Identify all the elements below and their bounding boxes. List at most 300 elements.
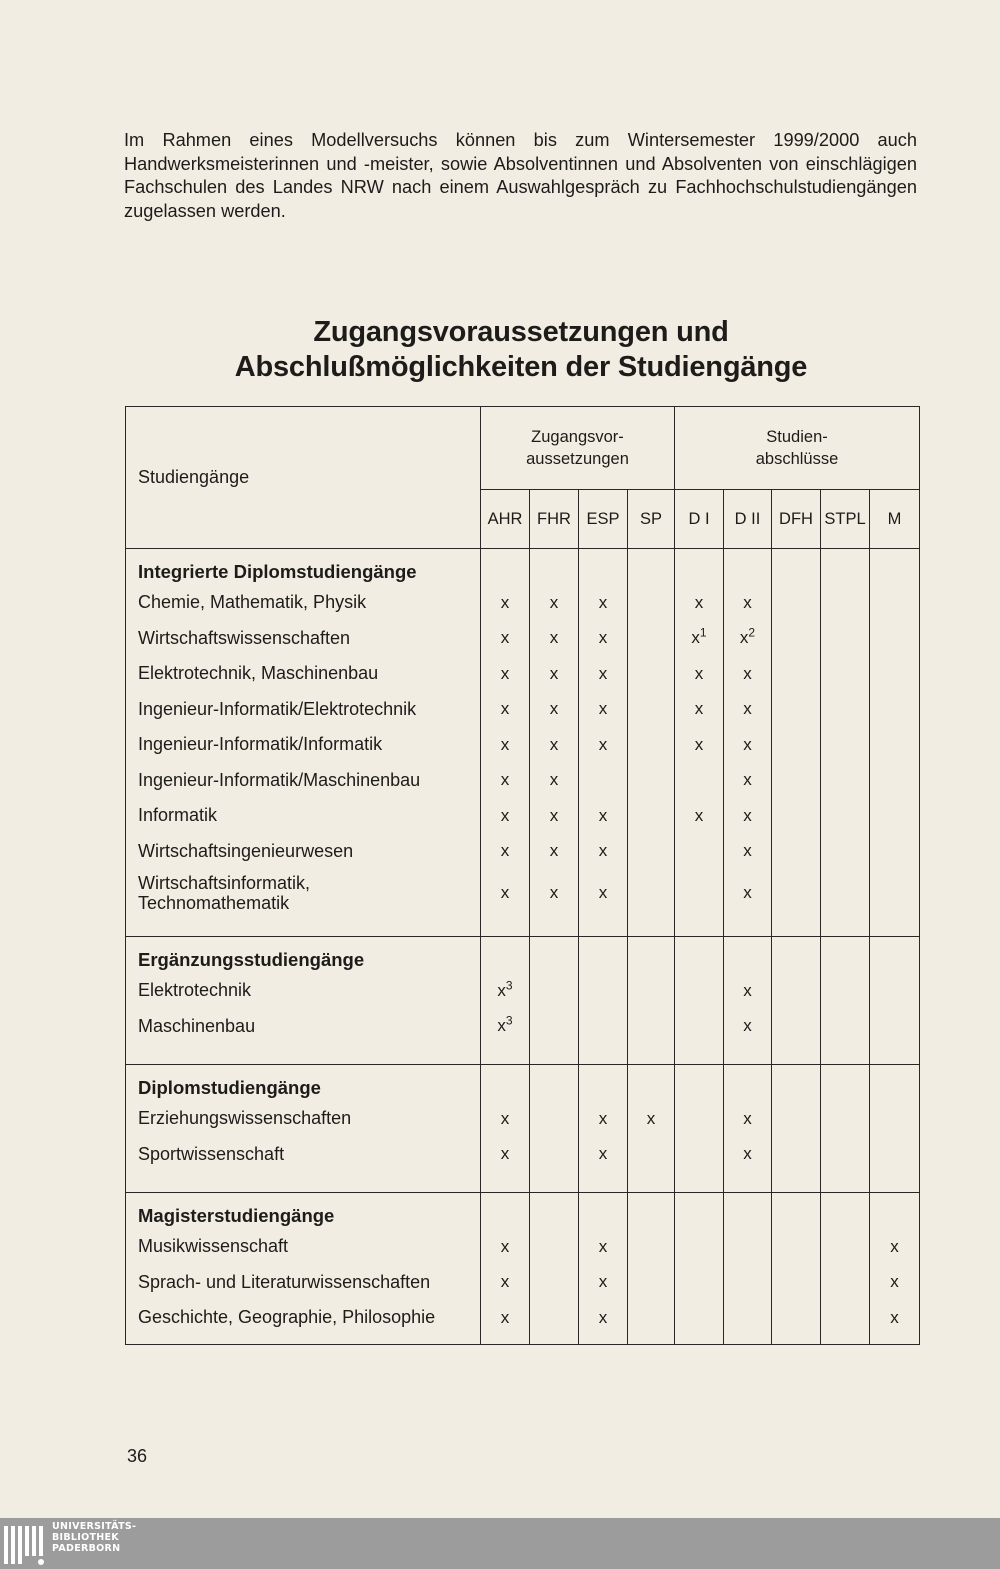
empty-cell (870, 1336, 920, 1345)
empty-cell (724, 1193, 772, 1230)
table-row (126, 1265, 920, 1301)
mark-x: x (743, 841, 752, 861)
empty-cell (870, 692, 920, 728)
study-programs-table (125, 406, 920, 1345)
program-label-line: Erziehungswissenschaften (138, 1108, 352, 1129)
mark-x: x (500, 1307, 510, 1327)
empty-cell (675, 1065, 724, 1102)
empty-cell (628, 692, 675, 728)
empty-cell (821, 916, 870, 937)
program-label (126, 621, 481, 657)
empty-cell (772, 798, 821, 834)
empty-cell (724, 549, 772, 586)
program-label-line: Ingenieur-Informatik/Elektrotechnik (138, 698, 417, 719)
empty-cell (870, 763, 920, 799)
mark-cell (530, 692, 579, 728)
mark-cell (530, 869, 579, 916)
logo-line-2: BIBLIOTHEK (52, 1532, 119, 1543)
mark-cell (675, 798, 724, 834)
mark-cell (481, 973, 530, 1009)
mark-cell (530, 727, 579, 763)
mark-cell (481, 1009, 530, 1045)
column-header: FHR (530, 490, 579, 549)
empty-cell (628, 727, 675, 763)
mark-x: x (500, 1144, 510, 1164)
mark-cell (579, 692, 628, 728)
empty-cell (579, 763, 628, 799)
program-label-line: Wirtschaftswissenschaften (138, 627, 351, 648)
empty-cell (675, 1101, 724, 1137)
empty-cell (579, 1044, 628, 1065)
empty-cell (821, 798, 870, 834)
empty-cell (530, 1193, 579, 1230)
empty-cell (628, 798, 675, 834)
empty-cell (870, 869, 920, 916)
empty-cell (579, 1065, 628, 1102)
mark-cell (724, 798, 772, 834)
table-row (126, 1229, 920, 1265)
empty-cell (772, 1336, 821, 1345)
empty-cell (481, 1193, 530, 1230)
mark-cell (530, 763, 579, 799)
empty-cell (772, 549, 821, 586)
mark-cell (481, 1101, 530, 1137)
empty-cell (821, 869, 870, 916)
mark-x: x (500, 882, 510, 902)
table-row (126, 621, 920, 657)
mark-x: x (549, 592, 559, 612)
mark-cell (579, 621, 628, 657)
mark-x: x (598, 628, 608, 648)
mark-x: x (598, 1272, 608, 1292)
program-label (126, 656, 481, 692)
table-row (126, 763, 920, 799)
empty-cell (481, 1336, 530, 1345)
mark-cell (724, 692, 772, 728)
title-line-2: Abschlußmöglichkeiten der Studiengänge (234, 351, 808, 383)
empty-cell (821, 621, 870, 657)
mark-x: x (598, 805, 608, 825)
mark-cell (530, 621, 579, 657)
empty-cell (772, 763, 821, 799)
empty-cell (772, 1137, 821, 1173)
mark-x: x (743, 1016, 752, 1036)
empty-cell (675, 1137, 724, 1173)
table-row (126, 973, 920, 1009)
mark-x: x (598, 882, 608, 902)
empty-cell (628, 1229, 675, 1265)
mark-x: x (549, 841, 559, 861)
column-header: SP (628, 490, 675, 549)
empty-cell (579, 1172, 628, 1193)
empty-cell (628, 656, 675, 692)
column-header: M (870, 490, 920, 549)
empty-cell (772, 1172, 821, 1193)
empty-cell (772, 1009, 821, 1045)
footnote-marker: 1 (699, 625, 707, 640)
empty-cell (530, 1265, 579, 1301)
mark-x: x (549, 882, 559, 902)
table-row (126, 727, 920, 763)
mark-cell (481, 1137, 530, 1173)
empty-cell (675, 869, 724, 916)
mark-x: x (598, 1108, 608, 1128)
page-title (0, 315, 1000, 385)
empty-cell (481, 937, 530, 974)
empty-cell (675, 1172, 724, 1193)
mark-cell (481, 727, 530, 763)
section-title: Magisterstudiengänge (138, 1205, 335, 1226)
empty-cell (628, 763, 675, 799)
empty-cell (675, 1009, 724, 1045)
mark-x: x (549, 770, 559, 790)
empty-cell (530, 937, 579, 974)
empty-cell (870, 1172, 920, 1193)
empty-cell (530, 1300, 579, 1336)
page-number: 36 (127, 1446, 148, 1466)
empty-cell (481, 549, 530, 586)
empty-cell (628, 621, 675, 657)
mark-x: x (549, 663, 559, 683)
mark-x: x (739, 628, 749, 648)
program-label (126, 763, 481, 799)
program-label-line: Chemie, Mathematik, Physik (138, 592, 367, 613)
mark-x: x (890, 1272, 899, 1292)
mark-cell (628, 1101, 675, 1137)
empty-cell (821, 1137, 870, 1173)
group-header-zugang (481, 407, 675, 490)
mark-x: x (500, 841, 510, 861)
mark-x: x (598, 1144, 608, 1164)
table-row (126, 1009, 920, 1045)
mark-cell (724, 834, 772, 870)
empty-cell (821, 973, 870, 1009)
mark-cell (530, 585, 579, 621)
empty-cell (772, 621, 821, 657)
empty-cell (821, 1065, 870, 1102)
mark-x: x (500, 1108, 510, 1128)
mark-x: x (646, 1108, 656, 1128)
program-label-line: Maschinenbau (138, 1015, 256, 1036)
empty-cell (628, 585, 675, 621)
mark-x: x (500, 734, 510, 754)
section-spacer (126, 1044, 481, 1065)
empty-cell (772, 1265, 821, 1301)
group-abschluss-line-1: Studien- (766, 428, 828, 446)
mark-cell (724, 621, 772, 657)
mark-cell (481, 834, 530, 870)
title-line-1: Zugangsvoraussetzungen und (313, 316, 729, 348)
mark-cell (724, 869, 772, 916)
empty-cell (870, 727, 920, 763)
mark-cell (481, 621, 530, 657)
group-header-abschluss (675, 407, 920, 490)
empty-cell (772, 1044, 821, 1065)
program-label (126, 869, 481, 916)
empty-cell (579, 1009, 628, 1045)
empty-cell (628, 1065, 675, 1102)
column-header: DFH (772, 490, 821, 549)
empty-cell (772, 1300, 821, 1336)
mark-cell (870, 1300, 920, 1336)
mark-x: x (691, 628, 700, 648)
library-footer-bar (0, 1518, 1000, 1569)
mark-cell (675, 656, 724, 692)
program-label (126, 834, 481, 870)
mark-cell (870, 1265, 920, 1301)
mark-x: x (549, 699, 559, 719)
program-label (126, 1137, 481, 1173)
empty-cell (628, 1172, 675, 1193)
mark-x: x (694, 663, 704, 683)
empty-cell (821, 692, 870, 728)
library-logo-text (52, 1521, 136, 1554)
empty-cell (724, 1265, 772, 1301)
mark-cell (675, 692, 724, 728)
section-title: Integrierte Diplomstudiengänge (138, 561, 417, 582)
mark-cell (724, 656, 772, 692)
empty-cell (675, 549, 724, 586)
program-label (126, 1101, 481, 1137)
empty-cell (628, 973, 675, 1009)
table-row (126, 585, 920, 621)
program-label (126, 692, 481, 728)
mark-cell (579, 1265, 628, 1301)
mark-x: x (500, 663, 510, 683)
program-label-line: Informatik (138, 805, 218, 826)
mark-cell (675, 727, 724, 763)
program-label-line: Ingenieur-Informatik/Informatik (138, 734, 383, 755)
empty-cell (772, 1065, 821, 1102)
program-label (126, 798, 481, 834)
mark-x: x (549, 628, 559, 648)
empty-cell (870, 834, 920, 870)
empty-cell (821, 1101, 870, 1137)
empty-cell (481, 1044, 530, 1065)
program-label (126, 973, 481, 1009)
empty-cell (628, 1265, 675, 1301)
empty-cell (675, 1265, 724, 1301)
empty-cell (821, 585, 870, 621)
mark-x: x (694, 592, 704, 612)
table-row (126, 1137, 920, 1173)
program-label-line: Ingenieur-Informatik/Maschinenbau (138, 769, 421, 790)
mark-cell (579, 1137, 628, 1173)
empty-cell (821, 1229, 870, 1265)
group-zugang-line-1: Zugangsvor- (531, 428, 624, 446)
empty-cell (870, 1193, 920, 1230)
empty-cell (870, 1065, 920, 1102)
empty-cell (675, 1300, 724, 1336)
empty-cell (821, 937, 870, 974)
mark-x: x (598, 841, 608, 861)
empty-cell (530, 1101, 579, 1137)
mark-cell (724, 973, 772, 1009)
mark-cell (481, 656, 530, 692)
program-label (126, 1009, 481, 1045)
empty-cell (821, 656, 870, 692)
empty-cell (821, 1193, 870, 1230)
mark-cell (579, 798, 628, 834)
mark-cell (579, 869, 628, 916)
mark-cell (530, 834, 579, 870)
empty-cell (772, 692, 821, 728)
mark-x: x (743, 1108, 752, 1128)
mark-x: x (743, 882, 752, 902)
mark-cell (530, 798, 579, 834)
mark-x: x (743, 734, 752, 754)
mark-cell (481, 1229, 530, 1265)
mark-x: x (500, 699, 510, 719)
empty-cell (579, 937, 628, 974)
program-label (126, 585, 481, 621)
table-row (126, 834, 920, 870)
empty-cell (821, 834, 870, 870)
empty-cell (628, 549, 675, 586)
empty-cell (724, 1336, 772, 1345)
mark-x: x (500, 592, 510, 612)
mark-cell (724, 727, 772, 763)
mark-x: x (694, 805, 704, 825)
empty-cell (530, 973, 579, 1009)
mark-x: x (500, 805, 510, 825)
empty-cell (675, 1044, 724, 1065)
program-label-line: Elektrotechnik (138, 980, 252, 1001)
empty-cell (628, 937, 675, 974)
empty-cell (675, 973, 724, 1009)
empty-cell (724, 1065, 772, 1102)
empty-cell (870, 549, 920, 586)
column-header: D I (675, 490, 724, 549)
empty-cell (870, 585, 920, 621)
mark-x: x (598, 1307, 608, 1327)
empty-cell (628, 834, 675, 870)
empty-cell (530, 1172, 579, 1193)
empty-cell (530, 1009, 579, 1045)
mark-cell (481, 585, 530, 621)
table-row (126, 1101, 920, 1137)
mark-x: x (500, 1272, 510, 1292)
empty-cell (628, 1193, 675, 1230)
program-label (126, 1265, 481, 1301)
mark-x: x (743, 592, 752, 612)
empty-cell (628, 1009, 675, 1045)
column-header: D II (724, 490, 772, 549)
mark-x: x (598, 663, 608, 683)
mark-cell (724, 1009, 772, 1045)
mark-cell (675, 585, 724, 621)
empty-cell (579, 1193, 628, 1230)
empty-cell (724, 1044, 772, 1065)
empty-cell (724, 937, 772, 974)
empty-cell (675, 937, 724, 974)
program-label-line: Geschichte, Geographie, Philosophie (138, 1307, 436, 1328)
intro-paragraph: Im Rahmen eines Modellversuchs können bis zum Wintersemester 1999/2000 auch Handwerksmeisterinnen und -meister, sowie Absolventinnen und Absolventen von einschlägigen Fachschulen des Landes NRW nach einem Auswahlgespräch zu Fachhochschulstudiengängen zugelassen werden. (124, 130, 917, 221)
mark-x: x (549, 734, 559, 754)
empty-cell (481, 1065, 530, 1102)
empty-cell (870, 621, 920, 657)
mark-cell (579, 727, 628, 763)
section-spacer (126, 1172, 481, 1193)
mark-cell (481, 798, 530, 834)
empty-cell (579, 973, 628, 1009)
empty-cell (530, 1065, 579, 1102)
program-label-line: Wirtschaftsinformatik, (138, 872, 311, 893)
mark-x: x (500, 1236, 510, 1256)
program-label-line: Musikwissenschaft (138, 1236, 289, 1257)
empty-cell (870, 798, 920, 834)
empty-cell (675, 1336, 724, 1345)
table-row (126, 692, 920, 728)
empty-cell (675, 1229, 724, 1265)
empty-cell (772, 1101, 821, 1137)
column-header: AHR (481, 490, 530, 549)
empty-cell (530, 1044, 579, 1065)
empty-cell (579, 1336, 628, 1345)
empty-cell (821, 1300, 870, 1336)
mark-x: x (743, 663, 752, 683)
mark-cell (579, 1229, 628, 1265)
table-row (126, 869, 920, 916)
table-row (126, 1300, 920, 1336)
section-spacer (126, 1336, 481, 1345)
empty-cell (772, 727, 821, 763)
empty-cell (772, 1229, 821, 1265)
mark-cell (724, 1101, 772, 1137)
program-label-line: Technomathematik (138, 892, 290, 913)
mark-x: x (497, 1016, 506, 1036)
logo-line-3: PADERBORN (52, 1543, 121, 1554)
mark-x: x (500, 628, 510, 648)
mark-x: x (743, 770, 752, 790)
mark-cell (481, 1265, 530, 1301)
mark-cell (530, 656, 579, 692)
empty-cell (481, 1172, 530, 1193)
empty-cell (772, 1193, 821, 1230)
empty-cell (628, 1137, 675, 1173)
section-spacer (126, 916, 481, 937)
empty-cell (870, 1044, 920, 1065)
empty-cell (870, 916, 920, 937)
empty-cell (530, 1137, 579, 1173)
empty-cell (870, 973, 920, 1009)
program-label-line: Wirtschaftsingenieurwesen (138, 840, 354, 861)
empty-cell (675, 1193, 724, 1230)
mark-x: x (598, 1236, 608, 1256)
mark-x: x (743, 980, 752, 1000)
empty-cell (579, 916, 628, 937)
empty-cell (772, 916, 821, 937)
empty-cell (772, 937, 821, 974)
empty-cell (530, 1336, 579, 1345)
mark-cell (579, 656, 628, 692)
empty-cell (821, 1009, 870, 1045)
corner-header: Studiengänge (126, 407, 481, 549)
group-abschluss-line-2: abschlüsse (755, 450, 839, 468)
mark-x: x (598, 592, 608, 612)
mark-x: x (500, 770, 510, 790)
empty-cell (772, 656, 821, 692)
empty-cell (772, 834, 821, 870)
mark-x: x (743, 805, 752, 825)
empty-cell (870, 656, 920, 692)
empty-cell (724, 916, 772, 937)
mark-cell (579, 1101, 628, 1137)
empty-cell (772, 585, 821, 621)
section-title: Diplomstudiengänge (138, 1077, 321, 1098)
empty-cell (772, 869, 821, 916)
mark-x: x (549, 805, 559, 825)
